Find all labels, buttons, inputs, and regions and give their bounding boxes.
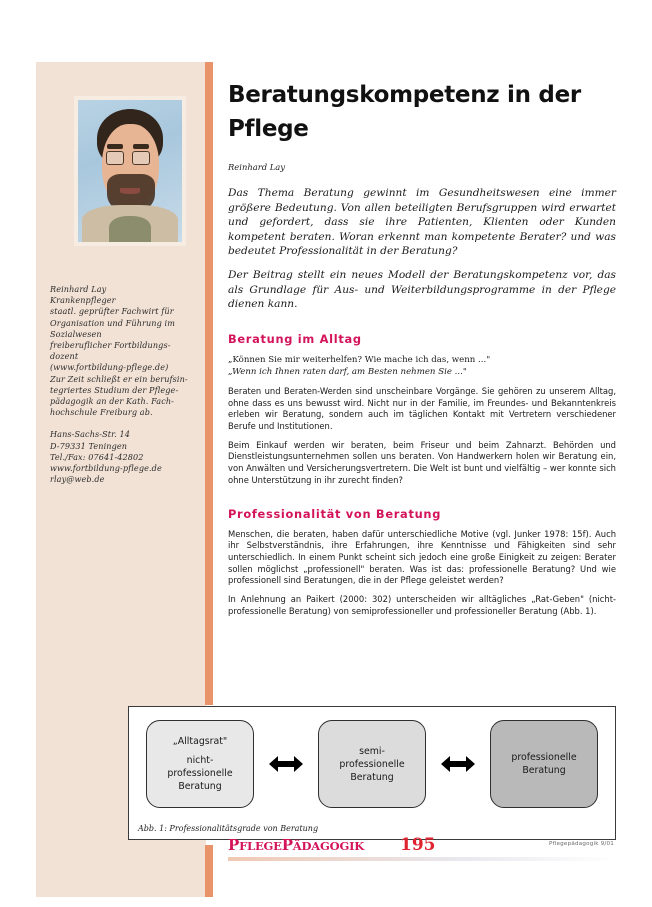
figure-box-1-line-3: professionelle — [167, 768, 233, 779]
section-body-professionalitaet — [228, 529, 616, 618]
figure-box-professionelle — [490, 720, 598, 808]
portrait-brow-left — [107, 144, 123, 149]
address-street: Hans-Sachs-Str. 14 — [50, 429, 131, 440]
byline: Reinhard Lay — [228, 162, 286, 172]
portrait-mouth — [120, 188, 141, 194]
figure-box-3-line-2: professionelle — [511, 752, 577, 763]
figure-box-2-line-4: Beratung — [350, 771, 394, 783]
professionalitaet-paragraph-1: Menschen, die beraten, haben dafür unterschiedliche Motive (vgl. Junker 1978: 15f). Auch ihr Selbstverständnis, ihre Erfahrungen, ihre Kenntnisse und Fähigkeiten sind sehr unterschiedlich. In einem Punkt scheint sich jedoch eine große Einigkeit zu zeigen: Berater sollen möglichst „professionell" beraten. Was ist das: professionelle Beratung? Und wie professionell sind Beratungen, die in der Pflege geleistet werden? — [228, 528, 616, 586]
address-phone: Tel./Fax: 07641-42802 — [50, 451, 144, 462]
author-info-block — [50, 284, 196, 485]
author-portrait-image — [78, 100, 182, 242]
figure-professionality-levels — [128, 706, 616, 840]
footer-meta: Pflegepädagogik 9/01 — [549, 841, 614, 847]
figure-box-2-line-3: professionelle — [339, 758, 405, 770]
author-website-inline[interactable]: (www.fortbildung-pflege.de) — [50, 362, 169, 373]
lead-paragraph-2: Der Beitrag stellt ein neues Modell der Beratungskompetenz vor, das als Grundlage für Aus- und Weiterbildungsprogramme in der Pflege dienen kann. — [228, 268, 616, 311]
accent-rule-upper — [205, 62, 213, 705]
double-arrow-icon-1 — [268, 755, 304, 773]
brand-p-1: P — [228, 836, 240, 854]
portrait-brow-right — [133, 144, 149, 149]
page-title-line-1: Beratungskompetenz in der — [228, 80, 581, 114]
address-website[interactable]: www.fortbildung-pflege.de — [50, 463, 162, 474]
quote-line-2: „Wenn ich Ihnen raten darf, am Besten nehmen Sie ..." — [228, 367, 467, 378]
figure-box-nicht-professionelle — [146, 720, 254, 808]
figure-box-1-line-1: „Alltagsrat" — [172, 736, 228, 747]
author-study-line-2: tegriertes Studium der Pflege- — [50, 384, 179, 395]
lead-paragraphs — [228, 186, 616, 312]
section-heading-professionalitaet: Professionalität von Beratung — [228, 506, 442, 521]
professionalitaet-paragraph-2: In Anlehnung an Paikert (2000: 302) unterscheiden wir alltägliches „Rat-Geben" (nicht-professionelle Beratung) von semiprofessioneller und professioneller Beratung (Abb. 1). — [228, 594, 616, 616]
figure-box-3-line-3: Beratung — [522, 765, 566, 776]
brand-p-2: P — [281, 836, 293, 854]
page-title — [228, 80, 616, 148]
figure-box-2-line-2: semi- — [359, 745, 385, 757]
figure-row — [129, 715, 615, 813]
figure-box-semi-professionelle — [318, 720, 426, 808]
alltag-paragraph-2: Beim Einkauf werden wir beraten, beim Friseur und beim Zahnarzt. Behörden und Dienstleistungsunternehmen sollen uns beraten. Von Handwerkern holen wir Beratung ein, von Anwälten und Versicherungsvertretern. Die Welt ist bunt und vielfältig – wer konnte sich ohne Unterstützung in ihr zurecht finden? — [228, 439, 616, 485]
portrait-glasses-left — [106, 151, 124, 165]
figure-box-1-line-4: Beratung — [178, 781, 222, 792]
author-study-line-4: hochschule Freiburg ab. — [50, 407, 153, 418]
brand-flege: FLEGE — [239, 839, 282, 853]
author-study-line-3: pädagogik an der Kath. Fach- — [50, 396, 174, 407]
address-email[interactable]: rlay@web.de — [50, 474, 105, 485]
portrait-collar — [109, 216, 151, 242]
author-qualification-line-4: freiberuflicher Fortbildungs- — [50, 340, 171, 351]
author-study-line-1: Zur Zeit schließt er ein berufsin- — [50, 373, 188, 384]
page-title-line-2: Pflege — [228, 114, 309, 148]
accent-rule-lower — [205, 845, 213, 897]
double-arrow-icon-2 — [440, 755, 476, 773]
section-body-alltag — [228, 386, 616, 487]
author-qualification-line-3: Sozialwesen — [50, 328, 102, 339]
figure-caption: Abb. 1: Professionalitätsgrade von Beratung — [138, 824, 319, 833]
footer-rule — [228, 857, 616, 861]
author-role: Krankenpfleger — [50, 295, 116, 306]
author-sidebar-tail — [36, 845, 206, 897]
alltag-paragraph-1: Beraten und Beraten-Werden sind unscheinbare Vorgänge. Sie gehören zu unserem Alltag, ohne dass es uns bewusst wird. Nicht nur in der Familie, im Freundes- und Bekanntenkreis erleben wir Beratung, sondern auch im täglichen Kontakt mit Vertretern verschiedener Berufe und Institutionen. — [228, 385, 616, 432]
journal-brand — [228, 836, 364, 854]
page-number: 195 — [400, 835, 436, 855]
author-qualification-line-5: dozent — [50, 351, 79, 362]
avatar — [74, 96, 186, 246]
quote-line-1: „Können Sie mir weiterhelfen? Wie mache ich das, wenn ..." — [228, 354, 491, 365]
lead-paragraph-1: Das Thema Beratung gewinnt im Gesundheitswesen eine immer größere Bedeutung. Von allen beteiligten Berufsgruppen wird erwartet und gefordert, dass sie ihre Patienten, Klienten oder Kunden kompetent beraten. Woran erkennt man kompetente Berater? und was bedeutet Professionalität in der Beratung? — [228, 187, 616, 258]
address-city: D-79331 Teningen — [50, 440, 128, 451]
article-body — [228, 80, 616, 617]
figure-box-1-line-2: nicht- — [186, 755, 214, 766]
portrait-glasses-right — [132, 151, 150, 165]
author-qualification-line-1: staatl. geprüfter Fachwirt für — [50, 306, 174, 317]
section-heading-alltag: Beratung im Alltag — [228, 331, 362, 346]
author-name: Reinhard Lay — [50, 284, 107, 294]
author-qualification-line-2: Organisation und Führung im — [50, 317, 176, 328]
brand-aedagogik: ÄDAGOGIK — [292, 839, 365, 853]
